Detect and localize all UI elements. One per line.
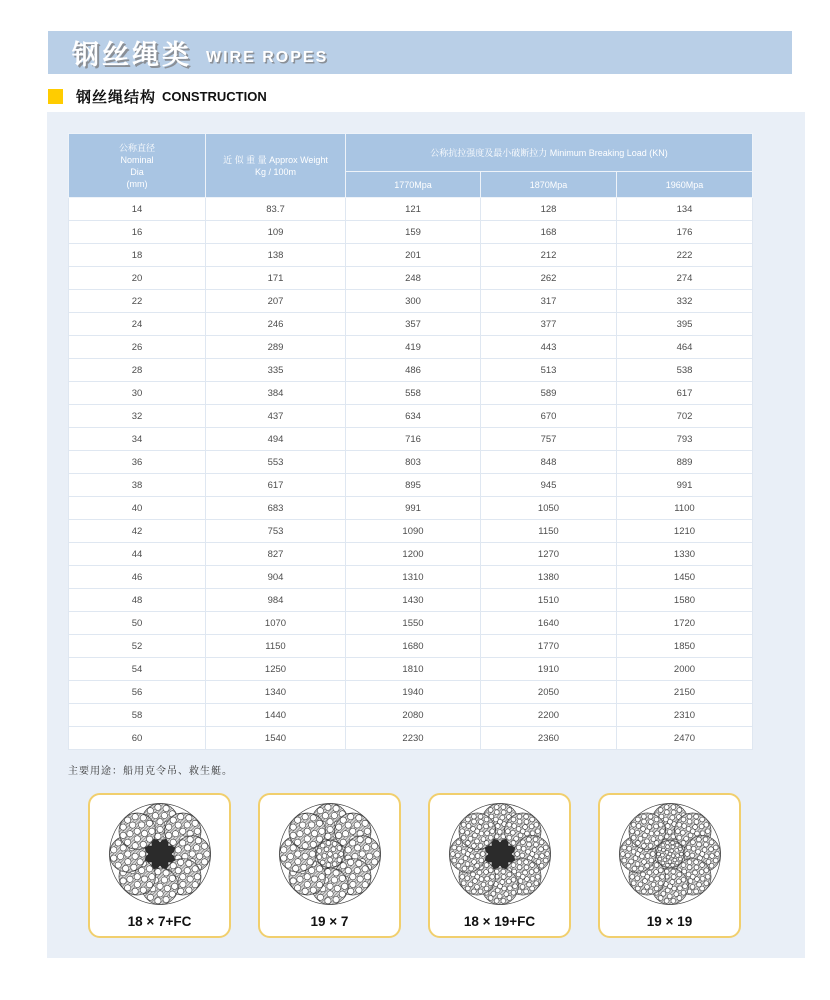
page-title-en: WIRE ROPES [206,48,329,66]
table-cell: 1910 [481,658,617,681]
table-cell: 18 [69,244,206,267]
table-cell: 42 [69,520,206,543]
table-cell: 617 [206,474,346,497]
table-cell: 2360 [481,727,617,750]
table-cell: 2150 [617,681,753,704]
table-row [69,221,753,244]
table-cell: 617 [617,382,753,405]
table-cell: 2310 [617,704,753,727]
table-cell: 2080 [346,704,481,727]
table-cell: 1380 [481,566,617,589]
table-cell: 2230 [346,727,481,750]
table-cell: 26 [69,336,206,359]
table-cell: 1640 [481,612,617,635]
table-cell: 827 [206,543,346,566]
rope-card [258,793,401,938]
table-row [69,681,753,704]
header-line: (mm) [126,178,148,189]
content-panel [47,112,805,958]
table-cell: 464 [617,336,753,359]
table-cell: 22 [69,290,206,313]
col-header-1960mpa: 1960Mpa [617,172,753,198]
col-header-1870mpa: 1870Mpa [481,172,617,198]
table-cell: 1150 [206,635,346,658]
table-cell: 494 [206,428,346,451]
table-cell: 357 [346,313,481,336]
rope-card [598,793,741,938]
table-cell: 437 [206,405,346,428]
table-cell: 757 [481,428,617,451]
table-cell: 44 [69,543,206,566]
table-cell: 168 [481,221,617,244]
table-cell: 335 [206,359,346,382]
table-row [69,267,753,290]
rope-cross-section-diagram [446,800,554,908]
section-heading [48,86,267,107]
table-cell: 32 [69,405,206,428]
header-line: Nominal [120,154,154,165]
table-cell: 1200 [346,543,481,566]
table-cell: 384 [206,382,346,405]
table-cell: 274 [617,267,753,290]
yellow-bullet-icon [48,89,63,104]
table-row [69,198,753,221]
table-cell: 895 [346,474,481,497]
table-cell: 289 [206,336,346,359]
table-cell: 1580 [617,589,753,612]
table-cell: 36 [69,451,206,474]
table-row [69,520,753,543]
table-cell: 28 [69,359,206,382]
table-cell: 1510 [481,589,617,612]
table-cell: 702 [617,405,753,428]
rope-card-label: 19 × 7 [310,914,349,929]
header-line: Dia [130,166,144,177]
table-row [69,704,753,727]
page-header [48,31,792,74]
table-cell: 538 [617,359,753,382]
table-cell: 945 [481,474,617,497]
spec-table [68,133,753,750]
section-title: 钢丝绳结构 [76,89,157,106]
table-cell: 159 [346,221,481,244]
table-cell: 50 [69,612,206,635]
rope-card [88,793,231,938]
table-cell: 2200 [481,704,617,727]
table-cell: 52 [69,635,206,658]
table-cell: 634 [346,405,481,428]
header-line: Kg / 100m [254,166,297,177]
table-cell: 60 [69,727,206,750]
table-cell: 176 [617,221,753,244]
table-row [69,359,753,382]
table-cell: 1270 [481,543,617,566]
table-row [69,451,753,474]
table-cell: 683 [206,497,346,520]
table-cell: 1680 [346,635,481,658]
table-cell: 24 [69,313,206,336]
table-cell: 138 [206,244,346,267]
rope-card-label: 19 × 19 [646,914,693,929]
rope-cross-section-diagram [616,800,724,908]
table-cell: 984 [206,589,346,612]
table-cell: 56 [69,681,206,704]
table-cell: 332 [617,290,753,313]
table-cell: 1250 [206,658,346,681]
rope-cross-section-diagram [276,800,384,908]
table-cell: 109 [206,221,346,244]
table-cell: 1430 [346,589,481,612]
col-header-1770mpa: 1770Mpa [346,172,481,198]
table-cell: 248 [346,267,481,290]
table-row [69,589,753,612]
table-cell: 1330 [617,543,753,566]
table-cell: 716 [346,428,481,451]
rope-cards [88,793,741,938]
table-cell: 2000 [617,658,753,681]
table-cell: 121 [346,198,481,221]
page-title: 钢丝绳类 [72,40,192,70]
table-cell: 48 [69,589,206,612]
table-cell: 54 [69,658,206,681]
table-cell: 212 [481,244,617,267]
rope-cross-section-diagram [106,800,214,908]
table-cell: 16 [69,221,206,244]
table-cell: 558 [346,382,481,405]
table-cell: 991 [617,474,753,497]
usage-note: 主要用途：船用克令吊、救生艇。 [68,766,233,777]
table-row [69,635,753,658]
section-title-en: CONSTRUCTION [162,89,267,104]
col-header-diameter [69,134,206,198]
table-cell: 1810 [346,658,481,681]
table-cell: 207 [206,290,346,313]
table-cell: 134 [617,198,753,221]
table-cell: 262 [481,267,617,290]
table-row [69,244,753,267]
table-cell: 128 [481,198,617,221]
table-row [69,382,753,405]
rope-card-label: 18 × 7+FC [127,914,192,929]
table-cell: 1850 [617,635,753,658]
header-line: 公称直径 [118,142,155,153]
table-cell: 1050 [481,497,617,520]
table-row [69,474,753,497]
rope-card-label: 18 × 19+FC [463,914,536,929]
table-cell: 34 [69,428,206,451]
table-cell: 904 [206,566,346,589]
table-cell: 803 [346,451,481,474]
table-cell: 1450 [617,566,753,589]
table-row [69,428,753,451]
table-cell: 1940 [346,681,481,704]
table-cell: 513 [481,359,617,382]
table-cell: 46 [69,566,206,589]
table-row [69,612,753,635]
table-cell: 589 [481,382,617,405]
table-cell: 848 [481,451,617,474]
table-cell: 670 [481,405,617,428]
table-row [69,497,753,520]
table-cell: 1100 [617,497,753,520]
table-row [69,313,753,336]
table-row [69,405,753,428]
table-cell: 30 [69,382,206,405]
table-cell: 222 [617,244,753,267]
table-cell: 38 [69,474,206,497]
table-cell: 1440 [206,704,346,727]
table-cell: 40 [69,497,206,520]
table-cell: 395 [617,313,753,336]
table-cell: 1310 [346,566,481,589]
rope-card [428,793,571,938]
table-cell: 201 [346,244,481,267]
table-cell: 2470 [617,727,753,750]
table-cell: 1770 [481,635,617,658]
table-cell: 317 [481,290,617,313]
table-cell: 171 [206,267,346,290]
table-cell: 58 [69,704,206,727]
table-cell: 377 [481,313,617,336]
table-row [69,566,753,589]
table-row [69,727,753,750]
table-cell: 1720 [617,612,753,635]
table-cell: 1540 [206,727,346,750]
table-cell: 1090 [346,520,481,543]
table-cell: 793 [617,428,753,451]
table-cell: 300 [346,290,481,313]
table-cell: 1150 [481,520,617,543]
table-cell: 486 [346,359,481,382]
table-cell: 443 [481,336,617,359]
table-cell: 2050 [481,681,617,704]
table-cell: 553 [206,451,346,474]
table-cell: 246 [206,313,346,336]
header-line: 近 似 重 量 Approx Weight [223,154,328,165]
table-cell: 20 [69,267,206,290]
table-row [69,658,753,681]
col-header-breaking-load: 公称抗拉强度及最小破断拉力 Minimum Breaking Load (KN) [346,134,753,172]
table-cell: 14 [69,198,206,221]
table-cell: 753 [206,520,346,543]
table-cell: 889 [617,451,753,474]
table-cell: 1070 [206,612,346,635]
table-cell: 1340 [206,681,346,704]
table-cell: 419 [346,336,481,359]
table-cell: 991 [346,497,481,520]
table-row [69,543,753,566]
table-cell: 1550 [346,612,481,635]
spec-table-body [69,198,753,750]
table-row [69,336,753,359]
table-row [69,290,753,313]
col-header-weight [206,134,346,198]
table-cell: 83.7 [206,198,346,221]
table-cell: 1210 [617,520,753,543]
